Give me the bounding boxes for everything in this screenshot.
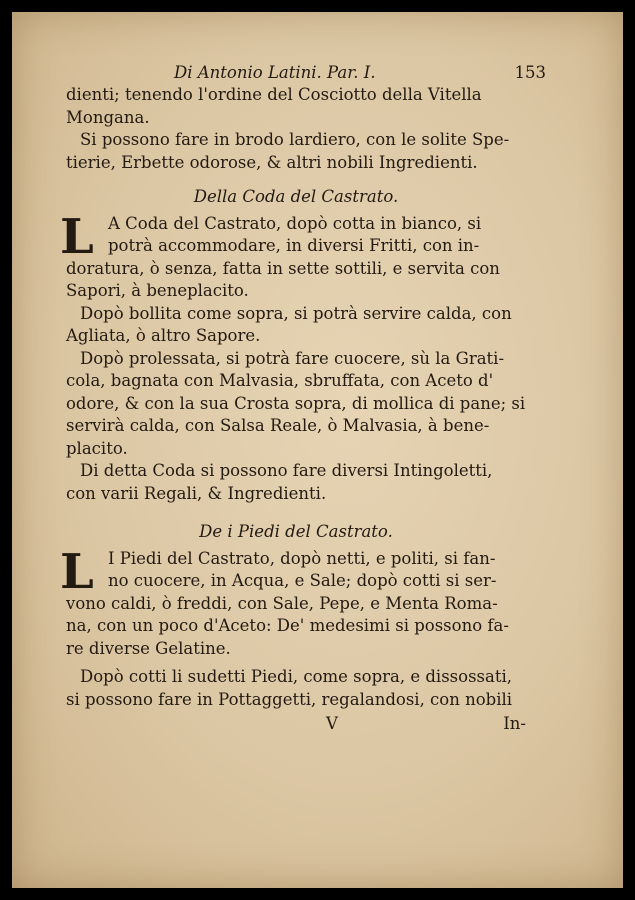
text-line: Dopò cotti li sudetti Piedi, come sopra, e dissossati, bbox=[80, 667, 512, 686]
running-head: Di Antonio Latini. Par. I. bbox=[174, 63, 376, 82]
catchword: In- bbox=[503, 714, 526, 733]
text-line: vono caldi, ò freddi, con Sale, Pepe, e Menta Roma- bbox=[66, 593, 498, 613]
text-line: dienti; tenendo l'ordine del Cosciotto della Vitella bbox=[66, 85, 482, 104]
intro-paragraphs bbox=[66, 84, 526, 174]
text-line: Dopò prolessata, si potrà fare cuocere, sù la Grati- bbox=[80, 348, 505, 368]
text-line: Dopò bollita come sopra, si potrà servire calda, con bbox=[80, 303, 512, 323]
text-line: cola, bagnata con Malvasia, sbruffata, con Aceto d' bbox=[66, 371, 494, 390]
text-line: tierie, Erbette odorose, & altri nobili Ingredienti. bbox=[66, 152, 478, 172]
text-line: Si possono fare in brodo lardiero, con le solite Spe- bbox=[80, 130, 510, 149]
text-line: doratura, ò senza, fatta in sette sottili, e servita con bbox=[66, 258, 500, 278]
section-heading-piedi: De i Piedi del Castrato. bbox=[199, 522, 393, 541]
text-line: odore, & con la sua Crosta sopra, di mollica di pane; si bbox=[66, 393, 526, 413]
drop-cap: L bbox=[60, 208, 94, 265]
text-line: servirà calda, con Salsa Reale, ò Malvasia, à bene- bbox=[66, 416, 490, 435]
text-line: Sapori, à beneplacito. bbox=[66, 281, 249, 300]
text-line: na, con un poco d'Aceto: De' medesimi si possono fa- bbox=[66, 616, 509, 635]
section-coda-body bbox=[60, 208, 526, 506]
page-footer bbox=[66, 713, 526, 737]
text-line: Agliata, ò altro Sapore. bbox=[66, 326, 261, 345]
section-heading-coda: Della Coda del Castrato. bbox=[193, 187, 399, 206]
page-number: 153 bbox=[514, 63, 546, 82]
book-page bbox=[12, 12, 623, 888]
text-line: I Piedi del Castrato, dopò netti, e politi, si fan- bbox=[108, 548, 496, 568]
text-line: A Coda del Castrato, dopò cotta in bianco, si bbox=[108, 213, 482, 233]
section-piedi-body bbox=[60, 543, 526, 712]
text-line: placito. bbox=[66, 438, 128, 458]
text-line: Mongana. bbox=[66, 107, 150, 127]
text-line: no cuocere, in Acqua, e Sale; dopò cotti si ser- bbox=[108, 571, 497, 590]
page-text bbox=[60, 62, 546, 737]
text-line: re diverse Gelatine. bbox=[66, 638, 231, 658]
text-line: si possono fare in Pottaggetti, regalandosi, con nobili bbox=[66, 689, 513, 709]
page-header bbox=[66, 62, 546, 84]
text-line: con varii Regali, & Ingredienti. bbox=[66, 483, 327, 503]
text-line: potrà accommodare, in diversi Fritti, con in- bbox=[108, 236, 480, 255]
drop-cap: L bbox=[60, 543, 94, 600]
signature-mark: V bbox=[326, 714, 338, 733]
text-line: Di detta Coda si possono fare diversi Intingoletti, bbox=[80, 461, 493, 480]
